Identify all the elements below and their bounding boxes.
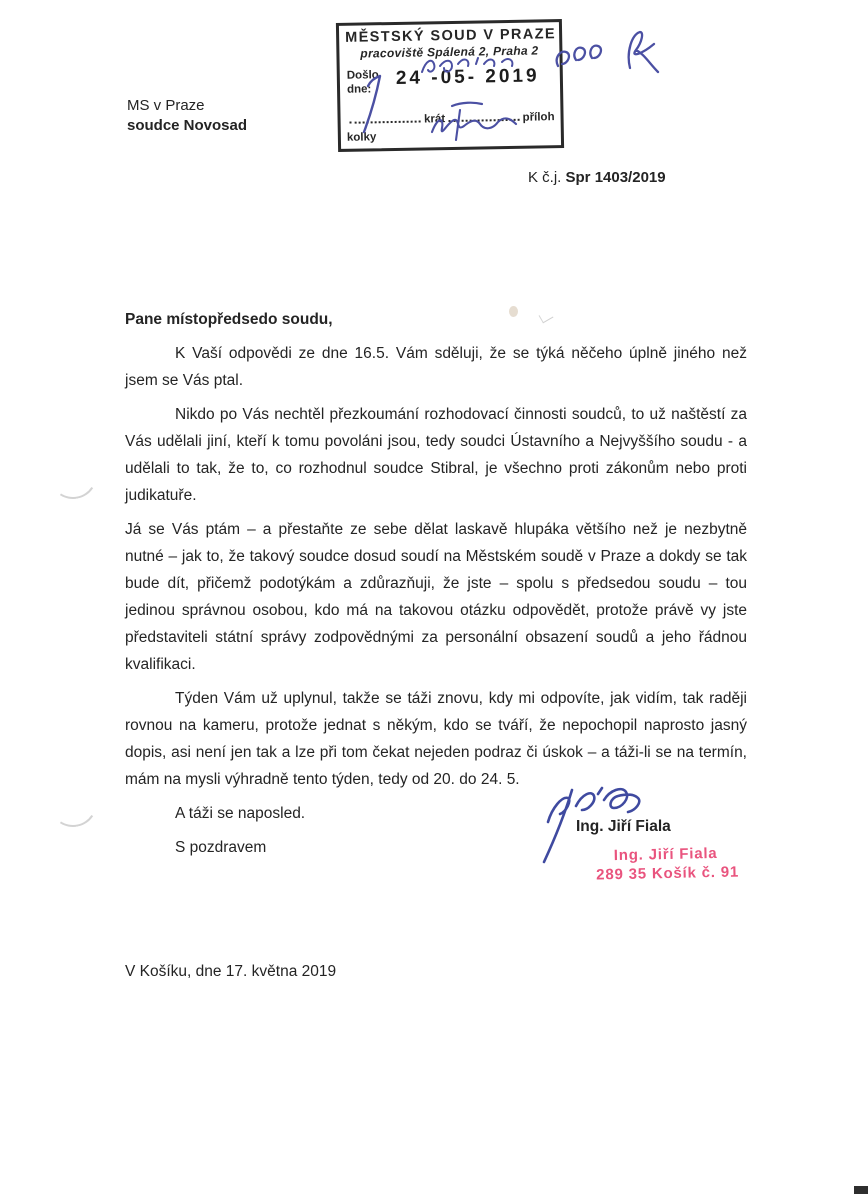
doslo-label: Došlo <box>346 69 379 82</box>
reference-number <box>528 169 666 186</box>
name-stamp <box>596 844 740 885</box>
handwritten-note <box>420 52 520 82</box>
received-date: 24 -05- 2019 <box>395 65 540 89</box>
recipient-line2: soudce Novosad <box>127 116 248 134</box>
reference-label: K č.j. <box>528 169 562 186</box>
place-date: V Košíku, dne 17. května 2019 <box>125 963 337 980</box>
valediction: S pozdravem <box>175 839 267 856</box>
letter-body <box>125 306 747 868</box>
name-stamp-line2: 289 35 Košík č. 91 <box>596 863 740 884</box>
court-stamp-subtitle: pracoviště Spálená 2, Praha 2 <box>360 43 539 61</box>
handwritten-line-signature <box>430 108 530 148</box>
recipient-block <box>127 96 247 135</box>
paragraph-3: Já se Vás ptám – a přestaňte ze sebe dělat laskavě hlupáka většího než je nezbytně nutné – jak to, že takový soudce dosud soudí na Městském soudě v Praze a dokdy se tak bude dít, přičemž podotýkám a zdůrazňuji, že jste – spolu s předsedou soudu – tou jedinou správnou osobou, kdo má na takovou otázku odpovědět, protože právě vy jste představiteli státní správy zodpovědnými za personální obsazení soudů a jeho řádnou kvalifikaci. <box>125 521 747 673</box>
name-stamp-line1: Ing. Jiří Fiala <box>613 844 718 865</box>
handwriting-signature-icon <box>430 108 530 148</box>
punch-hole-artifact <box>45 775 102 832</box>
punch-hole-artifact <box>45 447 102 504</box>
handwriting-fee-icon <box>552 26 677 84</box>
paragraph-1: K Vaší odpovědi ze dne 16.5. Vám sděluji, že se týká něčeho úplně jiného než jsem se Vás ptal. <box>125 345 747 389</box>
scan-corner-mark <box>854 1186 868 1194</box>
paragraph-2: Nikdo po Vás nechtěl přezkoumání rozhodovací činnosti soudců, to už naštěstí za Vás udělali jiní, kteří k tomu povoláni jsou, tedy soudci Ústavního a Nejvyššího soudu - a udělali to tak, že to, co rozhodnul soudce Stibral, je všechno proti zákonům nebo proti judikatuře. <box>125 406 747 504</box>
handwritten-count-stroke <box>358 72 384 136</box>
recipient-line1: MS v Praze <box>127 97 205 114</box>
reference-value: Spr 1403/2019 <box>565 169 666 186</box>
signer-name: Ing. Jiří Fiala <box>576 818 671 835</box>
kolky-label: kolky <box>346 131 377 144</box>
priloh-label: příloh <box>522 111 555 124</box>
paragraph-4: Týden Vám už uplynul, takže se táži znovu, kdy mi odpovíte, jak vidím, tak raději rovnou na kameru, protože jednat s někým, kdo se tváří, že nepochopil naprosto jasný dopis, asi není jen tak a lze při tom čekat nejeden podraz či úskok – a táži-li se na termín, mám na mysli výhradně tento týden, tedy od 20. do 24. 5. <box>125 690 747 788</box>
krat-label: krát <box>423 113 446 126</box>
dne-label: dne: <box>346 83 372 96</box>
handwriting-note-icon <box>420 52 520 82</box>
court-stamp-title: MĚSTSKÝ SOUD V PRAZE <box>345 26 557 46</box>
salutation: Pane místopředsedo soudu, <box>125 311 333 328</box>
closing-line: A táži se naposled. <box>175 805 306 822</box>
handwriting-one-icon <box>358 72 384 136</box>
handwritten-fee-note <box>552 26 677 84</box>
